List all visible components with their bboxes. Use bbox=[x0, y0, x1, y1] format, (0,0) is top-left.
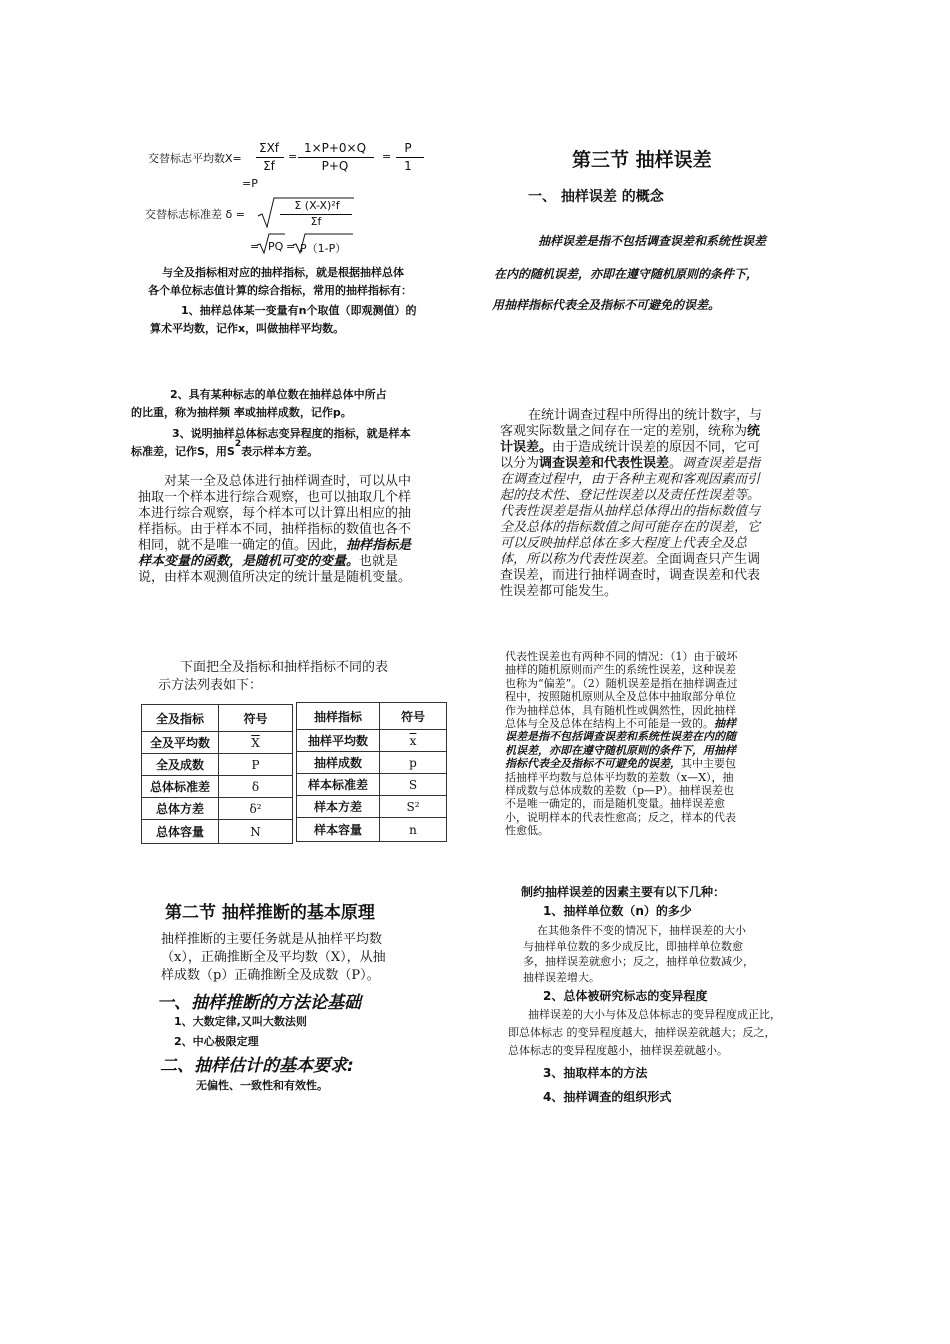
indicator-item-3: 标准差，记作S，用$S^2$表示样本方差。 bbox=[131, 439, 319, 458]
fraction-line bbox=[396, 157, 424, 158]
table-cell: 全及成数 bbox=[142, 754, 219, 776]
representative-error-paragraph: 代表性误差也有两种不同的情况：（1）由于破坏 抽样的随机原则而产生的系统性误差，这种误差 也称为“偏差”。（2）随机误差是指在抽样调查过 程中，按照随机原则从全及总体中抽取部分单位 作为抽样总体，具有随机性或偶然性，因此抽样 总体与全及总体在结构上不可能是一致的。抽样 误差是指不包括调查误差和系统性误差在内的随 机误差，亦即在遵守随机原则的条件下，用抽样 指标代表全及指标不可避免的误差，其中主要包 括抽样平均数与总体平均数的差数（x—X），抽 样成数与总体成数的差数（p—P）。抽样误差也 不是唯一确定的，而是随机变量。抽样误差愈 小，说明样本的代表性愈高；反之，样本的代表 性愈低。 bbox=[505, 650, 738, 838]
subsection-1-title: 一、抽样推断的方法论基础 bbox=[157, 993, 361, 1013]
table-cell: 样本标准差 bbox=[297, 774, 380, 796]
table-intro: 示方法列表如下： bbox=[158, 678, 263, 693]
definition-text: 用抽样指标代表全及指标不可避免的误差。 bbox=[492, 298, 721, 312]
statistical-error-paragraph: 在统计调查过程中所得出的统计数字，与 客观实际数量之间存在一定的差别，统称为统 计误差。由于造成统计误差的原因不同，它可 以分为调查误差和代表性误差。调查误差是指 在调查过程中，由于各种主观和客观因素而引 起的技术性、登记性误差以及责任性误差等。 代表性误差是指从抽样总体得出的指标数值与 全及总体的指标数值之间可能存在的误差，它 可以反映抽样总体在多大程度上代表全及总 体，所以称为代表性误差。全面调查只产生调 查误差，而进行抽样调查时，调查误差和代表 性误差都可能发生。 bbox=[500, 408, 763, 599]
alt-sd-label: 交替标志标准差 δ = bbox=[145, 208, 245, 221]
table-cell: δ² bbox=[219, 798, 293, 820]
table-cell: 总体标准差 bbox=[142, 776, 219, 798]
table-cell: 抽样平均数 bbox=[297, 730, 380, 752]
factor-2-text: 抽样误差的大小与体及总体标志的变异程度成正比， 即总体标志 的变异程度越大，抽样误差就越大；反之， 总体标志的变异程度越小，抽样误差就越小。 bbox=[508, 1008, 781, 1057]
table-header-cell: 抽样指标 bbox=[297, 703, 380, 730]
alt-mean-denominator-3: 1 bbox=[404, 159, 412, 173]
table-cell: 样本方差 bbox=[297, 796, 380, 818]
fraction-line bbox=[256, 157, 284, 158]
table-cell: S bbox=[380, 774, 447, 796]
sample-indicator-intro: 各个单位标志值计算的综合指标，常用的抽样指标有： bbox=[148, 284, 412, 297]
table-row bbox=[142, 798, 293, 820]
factor-1-title: 1、抽样单位数（n）的多少 bbox=[543, 904, 692, 918]
factor-4-title: 4、抽样调查的组织形式 bbox=[543, 1090, 672, 1104]
equals-sign: = bbox=[382, 150, 392, 163]
table-header-row bbox=[297, 703, 447, 730]
alt-mean-numerator-3: P bbox=[404, 141, 412, 155]
subsection-2-text: 无偏性、一致性和有效性。 bbox=[196, 1079, 328, 1092]
table-cell: δ bbox=[219, 776, 293, 798]
table-row bbox=[142, 776, 293, 798]
alt-sd-pq: PQ bbox=[268, 240, 284, 253]
definition-text: 在内的随机误差，亦即在遵守随机原则的条件下， bbox=[494, 267, 759, 281]
alt-mean-numerator-2: 1×P+0×Q bbox=[303, 141, 367, 155]
table-cell: $\overline{x}$ bbox=[380, 730, 447, 752]
indicator-item-2: 2、具有某种标志的单位数在抽样总体中所占 bbox=[170, 388, 387, 401]
table-row bbox=[142, 754, 293, 776]
table-cell: N bbox=[219, 820, 293, 844]
alt-sd-p-one-minus-p: P（1-P） bbox=[300, 242, 347, 255]
indicator-item-3: 3、说明抽样总体标志变异程度的指标，就是样本 bbox=[172, 427, 411, 440]
equals-sign: = bbox=[250, 240, 260, 253]
table-cell: 总体方差 bbox=[142, 798, 219, 820]
table-row bbox=[297, 774, 447, 796]
table-intro: 下面把全及指标和抽样指标不同的表 bbox=[180, 660, 389, 675]
factors-title: 制约抽样误差的因素主要有以下几种： bbox=[521, 885, 726, 899]
sample-indicator-table bbox=[296, 702, 447, 842]
section-2-paragraph: 抽样推断的主要任务就是从抽样平均数 （x），正确推断全及平均数（X），从抽 样成数（p）正确推断全及成数（P）。 bbox=[161, 932, 386, 983]
section-3-title: 第三节 抽样误差 bbox=[572, 149, 712, 171]
table-cell: n bbox=[380, 818, 447, 842]
table-row bbox=[297, 730, 447, 752]
table-header-row bbox=[142, 705, 293, 732]
subsection-1-item: 1、大数定律,又叫大数法则 bbox=[174, 1015, 307, 1028]
table-cell: 样本容量 bbox=[297, 818, 380, 842]
indicator-item-1: 算术平均数，记作x，叫做抽样平均数。 bbox=[150, 322, 345, 335]
indicator-item-2: 的比重，称为抽样频 率或抽样成数，记作p。 bbox=[131, 406, 352, 419]
section-2-title: 第二节 抽样推断的基本原理 bbox=[165, 903, 375, 923]
table-row bbox=[297, 818, 447, 842]
table-cell: 抽样成数 bbox=[297, 752, 380, 774]
table-cell: $\overline{X}$ bbox=[219, 732, 293, 754]
table-header-cell: 全及指标 bbox=[142, 705, 219, 732]
equals-sign: = bbox=[288, 150, 298, 163]
table-row bbox=[142, 732, 293, 754]
table-header-cell: 符号 bbox=[219, 705, 293, 732]
table-row bbox=[297, 796, 447, 818]
alt-mean-numerator-1: ΣXf bbox=[258, 141, 280, 155]
concept-title: 一、 抽样误差 的概念 bbox=[528, 189, 664, 205]
subsection-1-item: 2、中心极限定理 bbox=[174, 1035, 259, 1048]
alt-sd-denominator: Σf bbox=[310, 215, 322, 228]
factor-1-text: 在其他条件不变的情况下，抽样误差的大小 与抽样单位数的多少成反比，即抽样单位数愈 多，抽样误差就愈小；反之，抽样单位数减少， 抽样误差增大。 bbox=[523, 924, 754, 984]
subsection-2-title: 二、抽样估计的基本要求: bbox=[160, 1056, 354, 1076]
fraction-line bbox=[298, 157, 374, 158]
alt-mean-result: =P bbox=[242, 177, 258, 190]
definition-text: 抽样误差是指不包括调查误差和系统性误差 bbox=[538, 234, 767, 248]
alt-mean-denominator-2: P+Q bbox=[321, 159, 349, 173]
random-variable-paragraph: 对某一全及总体进行抽样调查时，可以从中 抽取一个样本进行综合观察，也可以抽取几个样 本进行综合观察，每个样本可以计算出相应的抽 样指标。由于样本不同，抽样指标的数值也各不 相同，就不是唯一确定的值。因此，抽样指标是 样本变量的函数，是随机可变的变量。也就是 说，由样本观测值所决定的统计量是随机变量。 bbox=[138, 474, 412, 585]
table-row bbox=[142, 820, 293, 844]
population-indicator-table bbox=[141, 704, 293, 844]
table-cell: 全及平均数 bbox=[142, 732, 219, 754]
indicator-item-1: 1、抽样总体某一变量有n个取值（即观测值）的 bbox=[181, 304, 417, 317]
table-header-cell: 符号 bbox=[380, 703, 447, 730]
factor-3-title: 3、抽取样本的方法 bbox=[543, 1066, 648, 1080]
table-cell: p bbox=[380, 752, 447, 774]
sample-indicator-intro: 与全及指标相对应的抽样指标，就是根据抽样总体 bbox=[162, 266, 404, 279]
table-cell: P bbox=[219, 754, 293, 776]
table-cell: 总体容量 bbox=[142, 820, 219, 844]
table-cell: S² bbox=[380, 796, 447, 818]
factor-2-title: 2、总体被研究标志的变异程度 bbox=[543, 989, 708, 1003]
table-row bbox=[297, 752, 447, 774]
equals-sign: = bbox=[286, 240, 296, 253]
alt-sd-numerator: Σ (X-X)²f bbox=[294, 199, 340, 212]
alt-mean-denominator-1: Σf bbox=[263, 159, 275, 173]
alt-mean-label: 交替标志平均数X= bbox=[148, 152, 242, 165]
